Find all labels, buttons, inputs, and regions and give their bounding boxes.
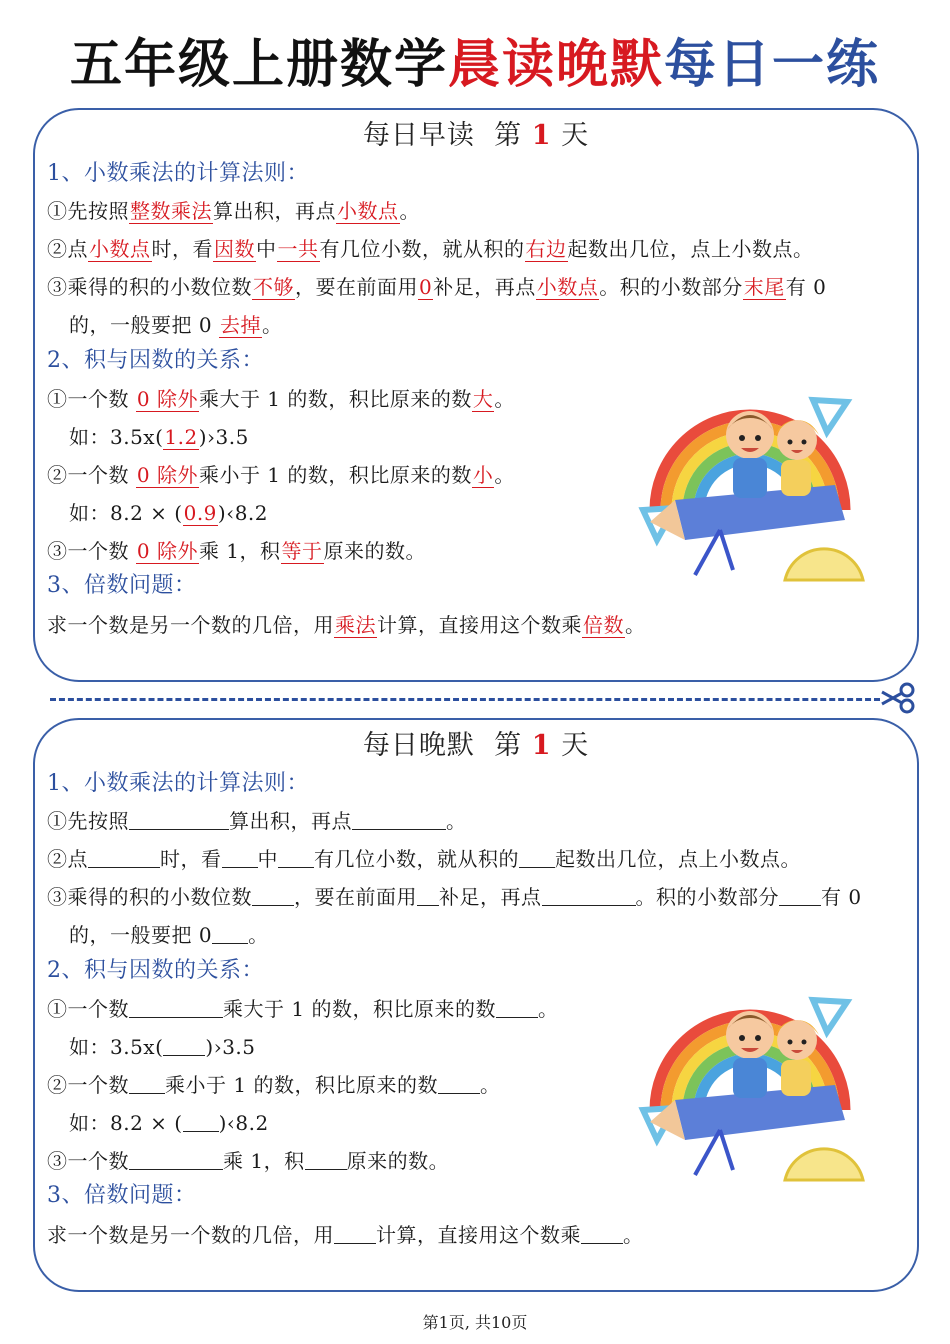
fill-blank[interactable]	[305, 1149, 347, 1170]
text-segment: 中	[256, 237, 277, 261]
answer: 末尾	[743, 275, 785, 299]
text-segment: 每日晚默	[362, 730, 475, 761]
morning-heading	[35, 118, 917, 154]
fill-blank[interactable]	[252, 885, 294, 906]
text-segment: 。	[494, 463, 515, 487]
morning-rule-3-cont	[69, 311, 282, 339]
text-segment: 。积的小数部分	[635, 885, 779, 909]
evening-relation-1	[47, 995, 558, 1023]
text-segment: 的，一般要把 0	[69, 313, 219, 337]
text-segment: 乘小于 1 的数，积比原来的数	[198, 463, 472, 487]
answer: 整数乘法	[130, 199, 212, 223]
text-segment: ①一个数	[47, 387, 136, 411]
text-segment: 算出积，再点	[229, 809, 352, 833]
morning-multiple-rule	[47, 611, 646, 639]
morning-section-2-title: 2、积与因数的关系：	[47, 348, 264, 373]
text-segment: ，要在前面用	[295, 275, 418, 299]
evening-rule-3-cont	[69, 921, 269, 949]
text-segment: 原来的数。	[346, 1149, 450, 1173]
answer: 0 除外	[136, 539, 198, 563]
text-segment: 乘 1，积	[198, 539, 281, 563]
text-segment: 。积的小数部分	[599, 275, 743, 299]
fill-blank[interactable]	[581, 1223, 623, 1244]
text-segment: 中	[257, 847, 278, 871]
text-segment: 1	[531, 120, 552, 151]
answer: 倍数	[583, 613, 624, 637]
text-segment: ③乘得的积的小数位数	[47, 885, 252, 909]
text-segment: 。	[623, 1223, 644, 1247]
page-title	[0, 30, 950, 100]
text-segment: 。	[261, 313, 283, 337]
text-segment: 原来的数。	[323, 539, 427, 563]
text-segment: ，要在前面用	[294, 885, 417, 909]
morning-rule-2	[47, 235, 814, 263]
rainbow-kids-illustration	[635, 390, 865, 585]
fill-blank[interactable]	[519, 847, 555, 868]
text-segment: )‹8.2	[217, 501, 269, 525]
answer: 1.2	[164, 425, 198, 449]
text-segment: 乘 1，积	[223, 1149, 305, 1173]
text-segment: ②点	[47, 847, 88, 871]
text-segment: 算出积，再点	[213, 199, 336, 223]
text-segment: 补足，再点	[439, 885, 542, 909]
text-segment: 时，看	[151, 237, 213, 261]
evening-section-1-title: 1、小数乘法的计算法则：	[47, 771, 309, 796]
text-segment: 乘大于 1 的数，积比原来的数	[223, 997, 496, 1021]
fill-blank[interactable]	[183, 1111, 219, 1132]
morning-example-2	[69, 499, 268, 527]
evening-rule-3	[47, 883, 862, 911]
text-segment: 每日早读	[362, 120, 475, 151]
answer: 不够	[253, 275, 294, 299]
text-segment: ③乘得的积的小数位数	[47, 275, 252, 299]
answer: 乘法	[335, 613, 376, 637]
text-segment: 。	[446, 809, 467, 833]
fill-blank[interactable]	[129, 1149, 223, 1170]
evening-rule-1	[47, 807, 467, 835]
title-part-2: 晨读晚默	[447, 35, 664, 95]
title-part-1: 五年级上册数学	[69, 35, 448, 95]
evening-heading	[35, 728, 917, 764]
answer: 大	[472, 387, 494, 411]
fill-blank[interactable]	[438, 1073, 480, 1094]
fill-blank[interactable]	[417, 885, 439, 906]
text-segment: 1	[531, 730, 552, 761]
text-segment: 天	[561, 730, 590, 761]
text-segment: 起数出几位，点上小数点。	[555, 847, 801, 871]
evening-section-2-title: 2、积与因数的关系：	[47, 958, 264, 983]
fill-blank[interactable]	[496, 997, 538, 1018]
text-segment: ②一个数	[47, 463, 136, 487]
page-footer: 第1页, 共10页	[422, 1313, 528, 1332]
fill-blank[interactable]	[129, 809, 229, 830]
text-segment: 。	[399, 199, 420, 223]
text-segment: )›3.5	[205, 1035, 256, 1059]
fill-blank[interactable]	[129, 1073, 165, 1094]
text-segment: ③一个数	[47, 539, 136, 563]
morning-relation-3	[47, 537, 426, 565]
text-segment: 有几位小数，就从积的	[319, 237, 525, 261]
text-segment: 有几位小数，就从积的	[314, 847, 519, 871]
text-segment: 补足，再点	[433, 275, 536, 299]
text-segment: 计算，直接用这个数乘	[377, 613, 582, 637]
text-segment: 求一个数是另一个数的几倍，用	[47, 1223, 334, 1247]
text-segment: 。	[537, 997, 559, 1021]
answer: 小	[472, 463, 494, 487]
text-segment: 乘小于 1 的数，积比原来的数	[165, 1073, 438, 1097]
text-segment: 。	[248, 923, 269, 947]
fill-blank[interactable]	[212, 923, 248, 944]
evening-example-1	[69, 1033, 256, 1061]
morning-rule-3	[47, 273, 826, 301]
evening-relation-2	[47, 1071, 500, 1099]
cut-line	[50, 698, 880, 701]
answer: 0.9	[183, 501, 217, 525]
text-segment: 如：8.2 × (	[69, 501, 183, 525]
morning-rule-1	[47, 197, 420, 225]
text-segment: 有 0	[821, 885, 862, 909]
answer: 等于	[281, 539, 323, 563]
answer: 小数点	[337, 199, 399, 223]
answer: 小数点	[89, 237, 151, 261]
text-segment: 如：3.5x(	[69, 425, 164, 449]
answer: 一共	[277, 237, 319, 261]
title-part-3: 每日一练	[664, 35, 881, 95]
evening-relation-3	[47, 1147, 449, 1175]
text-segment: 天	[561, 120, 590, 151]
text-segment: ②点	[47, 237, 88, 261]
text-segment: ③一个数	[47, 1149, 129, 1173]
fill-blank[interactable]	[88, 847, 160, 868]
text-segment: 。	[625, 613, 646, 637]
fill-blank[interactable]	[222, 847, 258, 868]
fill-blank[interactable]	[334, 1223, 376, 1244]
text-segment: 起数出几位，点上小数点。	[567, 237, 814, 261]
fill-blank[interactable]	[163, 1035, 205, 1056]
morning-relation-2	[47, 461, 515, 489]
answer: 去掉	[219, 313, 261, 337]
answer: 因数	[214, 237, 255, 261]
fill-blank[interactable]	[278, 847, 314, 868]
text-segment: 如：3.5x(	[69, 1035, 164, 1059]
rainbow-kids-illustration	[635, 990, 865, 1185]
text-segment: 求一个数是另一个数的几倍，用	[47, 613, 334, 637]
evening-example-2	[69, 1109, 269, 1137]
text-segment: 。	[479, 1073, 501, 1097]
text-segment: 第	[494, 120, 523, 151]
text-segment: ①先按照	[47, 809, 129, 833]
fill-blank[interactable]	[352, 809, 446, 830]
morning-section-3-title: 3、倍数问题：	[47, 573, 197, 598]
answer: 0 除外	[136, 387, 198, 411]
morning-example-1	[69, 423, 249, 451]
fill-blank[interactable]	[542, 885, 636, 906]
answer: 右边	[525, 237, 567, 261]
morning-relation-1	[47, 385, 515, 413]
text-segment: )›3.5	[198, 425, 249, 449]
text-segment: 时，看	[160, 847, 222, 871]
fill-blank[interactable]	[129, 997, 223, 1018]
answer: 0	[419, 275, 433, 299]
text-segment: 的，一般要把 0	[69, 923, 213, 947]
text-segment: 乘大于 1 的数，积比原来的数	[198, 387, 472, 411]
text-segment: ②一个数	[47, 1073, 129, 1097]
evening-section-3-title: 3、倍数问题：	[47, 1183, 197, 1208]
text-segment: 如：8.2 × (	[69, 1111, 183, 1135]
text-segment: 有 0	[785, 275, 827, 299]
text-segment: )‹8.2	[218, 1111, 269, 1135]
scissors-icon	[880, 682, 916, 714]
answer: 0 除外	[136, 463, 198, 487]
text-segment: ①一个数	[47, 997, 129, 1021]
morning-section-1-title: 1、小数乘法的计算法则：	[47, 161, 309, 186]
fill-blank[interactable]	[779, 885, 821, 906]
evening-multiple-rule	[47, 1221, 644, 1249]
text-segment: 计算，直接用这个数乘	[376, 1223, 581, 1247]
text-segment: ①先按照	[47, 199, 129, 223]
text-segment: 。	[494, 387, 515, 411]
evening-rule-2	[47, 845, 801, 873]
text-segment: 第	[494, 730, 523, 761]
answer: 小数点	[536, 275, 599, 299]
